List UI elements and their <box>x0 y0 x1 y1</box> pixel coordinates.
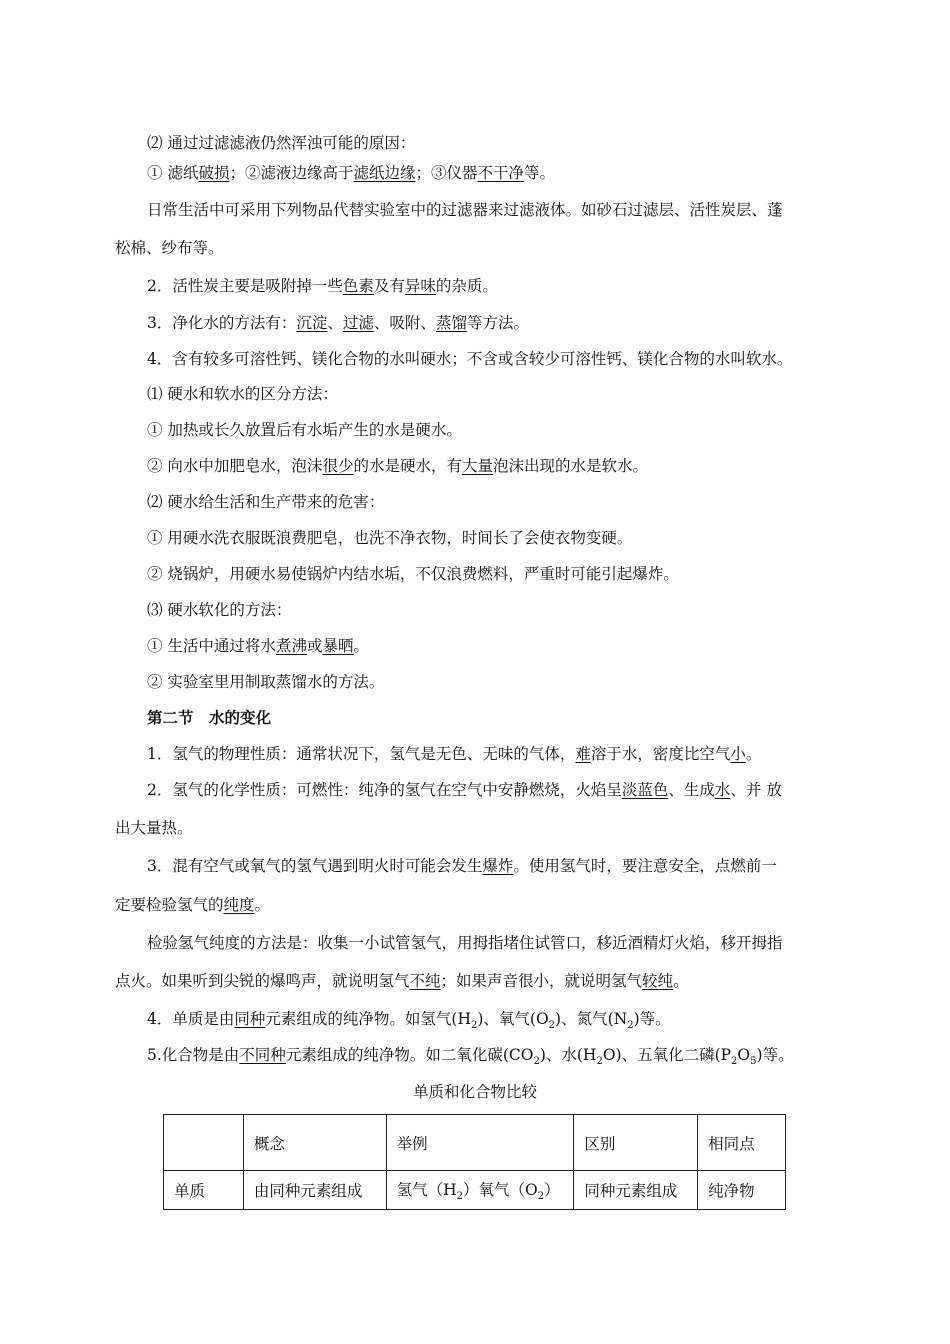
answer-blank: 小 <box>730 745 746 763</box>
text-run: 。 <box>673 972 689 990</box>
table-cell: 单质 <box>164 1171 244 1210</box>
text-line <box>147 313 529 333</box>
subscript: 5 <box>750 1056 757 1068</box>
answer-blank: 异味 <box>404 277 436 295</box>
table-cell: 由同种元素组成 <box>243 1171 386 1210</box>
text-line <box>115 818 193 838</box>
subscript: 2 <box>470 1020 478 1032</box>
text-run: 松棉、纱布等。 <box>115 239 224 257</box>
text-run: 溶于水，密度比空气 <box>590 745 731 763</box>
text-line <box>147 856 777 876</box>
answer-blank: 淡蓝色 <box>621 781 669 799</box>
answer-blank: 难 <box>575 745 591 763</box>
table-cell <box>386 1171 574 1210</box>
answer-blank: 不纯 <box>409 972 441 990</box>
subscript: 2 <box>596 1056 603 1068</box>
text-line <box>147 1045 794 1072</box>
text-run: 日常生活中可采用下列物品代替实验室中的过滤器来过滤液体。如砂石过滤层、活性炭层、蓬 <box>147 201 783 219</box>
text-line <box>115 971 689 991</box>
text-run: 、并 放 <box>730 781 782 799</box>
subscript: 2 <box>533 1056 540 1068</box>
text-run: 、吸附、 <box>373 314 436 332</box>
text-run: ⑴ 硬水和软水的区分方法： <box>147 385 338 403</box>
text-run: O <box>737 1046 751 1064</box>
text-run: ② 烧锅炉，用硬水易使锅炉内结水垢，不仅浪费燃料，严重时可能引起爆炸。 <box>147 565 679 583</box>
text-run: ① 加热或长久放置后有水垢产生的水是硬水。 <box>147 421 462 439</box>
table-caption: 单质和化合物比较 <box>412 1083 537 1101</box>
table-header-cell <box>164 1115 244 1171</box>
text-line <box>147 276 498 296</box>
text-line <box>115 895 270 915</box>
answer-blank: 蒸馏 <box>435 314 467 332</box>
answer-blank: 暴晒 <box>322 637 354 655</box>
text-run: ② 向水中加肥皂水，泡沫 <box>147 457 323 475</box>
answer-blank: 不干净 <box>477 164 525 182</box>
text-run: 、生成 <box>668 781 715 799</box>
answer-blank: 煮沸 <box>275 637 307 655</box>
text-run: 第二节 水的变化 <box>147 708 272 727</box>
text-run: ；如果声音很小，就说明氢气 <box>440 972 643 990</box>
text-run: 出大量热。 <box>115 819 193 837</box>
text-line <box>147 564 679 584</box>
answer-blank: 大量 <box>461 457 493 475</box>
subscript: 2 <box>548 1020 556 1032</box>
text-run: 元素组成的纯净物。如氢气(H <box>265 1010 471 1028</box>
answer-blank: 破损 <box>198 164 230 182</box>
text-run: 1．氢气的物理性质：通常状况下，氢气是无色、无味的气体， <box>147 745 576 763</box>
text-line <box>147 636 369 656</box>
text-run: 元素组成的纯净物。如二氧化碳(CO <box>285 1046 534 1064</box>
subscript: 2 <box>537 1191 545 1203</box>
text-run: 2．氢气的化学性质：可燃性：纯净的氢气在空气中安静燃烧，火焰呈 <box>147 781 622 799</box>
table-header-row <box>164 1115 786 1171</box>
text-run: ⑶ 硬水软化的方法： <box>147 601 292 619</box>
text-run: 。 <box>353 637 369 655</box>
text-run: ） <box>544 1180 560 1199</box>
answer-blank: 同种 <box>234 1010 266 1028</box>
text-run: )、氮气(N <box>555 1010 628 1028</box>
text-run: 定要检验氢气的 <box>115 896 224 914</box>
table-cell: 纯净物 <box>698 1171 786 1210</box>
text-line <box>147 349 792 369</box>
text-run: O)、五氧化二磷(P <box>602 1046 732 1064</box>
text-run: 或 <box>306 637 323 655</box>
table-header-cell: 举例 <box>386 1115 574 1171</box>
answer-blank: 水 <box>714 781 731 799</box>
text-run: 点火。如果听到尖锐的爆鸣声，就说明氢气 <box>115 972 410 990</box>
table-cell: 同种元素组成 <box>574 1171 698 1210</box>
table-header-cell: 相同点 <box>698 1115 786 1171</box>
text-line <box>147 780 782 800</box>
text-run: 及有 <box>373 277 405 295</box>
text-run: 。使用氢气时，要注意安全，点燃前一 <box>513 857 777 875</box>
text-run: ；③仪器 <box>415 164 478 182</box>
text-run: 4．单质是由 <box>147 1010 235 1028</box>
text-line <box>147 1009 671 1036</box>
answer-blank: 不同种 <box>239 1046 286 1064</box>
text-run: 2．活性炭主要是吸附掉一些 <box>147 277 343 295</box>
text-run: )等。 <box>756 1046 794 1064</box>
text-run: ① 用硬水洗衣服既浪费肥皂，也洗不净衣物，时间长了会使衣物变硬。 <box>147 529 633 547</box>
text-run: ② 实验室里用制取蒸馏水的方法。 <box>147 673 385 691</box>
text-line <box>147 163 555 183</box>
text-run: ① 生活中通过将水 <box>147 637 276 655</box>
text-run: ① 滤纸 <box>147 164 199 182</box>
subscript: 2 <box>456 1191 464 1203</box>
text-line <box>147 420 462 440</box>
text-line <box>147 492 384 512</box>
table-header-cell: 概念 <box>243 1115 386 1171</box>
answer-blank: 过滤 <box>342 314 374 332</box>
section-heading <box>147 708 271 728</box>
text-run: 、 <box>327 314 343 332</box>
text-run: 的杂质。 <box>435 277 498 295</box>
text-line <box>147 933 783 953</box>
table-row <box>164 1171 786 1210</box>
text-line <box>115 238 224 258</box>
text-run: ⑵ 硬水给生活和生产带来的危害： <box>147 493 385 511</box>
text-line <box>147 528 632 548</box>
text-run: 5.化合物是由 <box>147 1046 240 1064</box>
text-run: 。 <box>254 896 271 914</box>
text-run: 氢气（H <box>396 1180 457 1199</box>
text-line <box>147 133 415 153</box>
text-run: 3．混有空气或氧气的氢气遇到明火时可能会发生 <box>147 857 483 875</box>
subscript: 2 <box>627 1020 634 1032</box>
text-line <box>147 744 761 764</box>
text-run: 3．净化水的方法有： <box>147 314 297 332</box>
text-line <box>147 600 291 620</box>
text-run: )等。 <box>633 1010 671 1028</box>
text-run: 。 <box>745 745 762 763</box>
answer-blank: 沉淀 <box>296 314 328 332</box>
text-run: 的水是硬水，有 <box>353 457 462 475</box>
answer-blank: 较纯 <box>642 972 674 990</box>
table-header-cell: 区别 <box>574 1115 698 1171</box>
text-run: 等。 <box>524 164 556 182</box>
answer-blank: 很少 <box>322 457 354 475</box>
text-run: ⑵ 通过过滤滤液仍然浑浊可能的原因： <box>147 134 416 152</box>
comparison-table <box>163 1114 786 1210</box>
text-line <box>147 384 338 404</box>
answer-blank: 爆炸 <box>482 857 514 875</box>
answer-blank: 纯度 <box>223 896 255 914</box>
text-run: 等方法。 <box>466 314 529 332</box>
answer-blank: 色素 <box>342 277 374 295</box>
text-run: 泡沫出现的水是软水。 <box>492 457 648 475</box>
text-run: )、氧气(O <box>477 1010 549 1028</box>
text-run: ；②滤液边缘高于 <box>229 164 354 182</box>
text-run: 检验氢气纯度的方法是：收集一小试管氢气，用拇指堵住试管口，移近酒精灯火焰，移开拇指 <box>147 934 783 952</box>
text-line <box>147 456 648 476</box>
text-line <box>147 672 384 692</box>
subscript: 2 <box>731 1056 738 1068</box>
text-line <box>147 200 783 220</box>
text-run: 4．含有较多可溶性钙、镁化合物的水叫硬水；不含或含较少可溶性钙、镁化合物的水叫软水。 <box>147 350 793 368</box>
text-run: )、水(H <box>539 1046 597 1064</box>
text-run: ）氧气（O <box>463 1180 538 1199</box>
answer-blank: 滤纸边缘 <box>353 164 416 182</box>
